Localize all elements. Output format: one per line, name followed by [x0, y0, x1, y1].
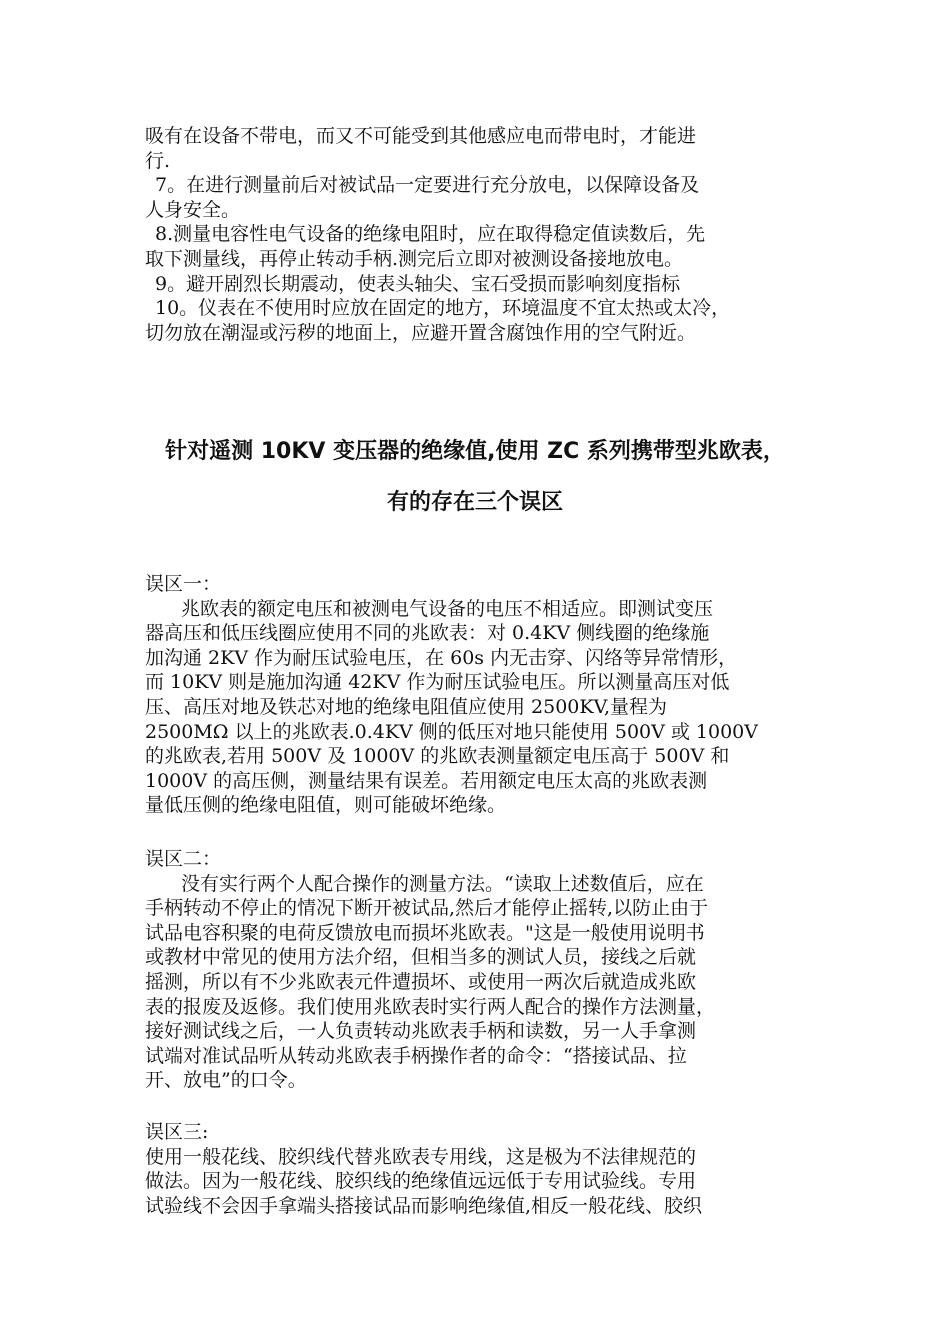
section-2: [145, 847, 815, 1093]
text-line: 行.: [145, 149, 171, 172]
section-3: [145, 1120, 815, 1218]
text-line: 吸有在设备不带电，而又不可能受到其他感应电而带电时，才能进: [145, 125, 697, 147]
text-line: 而 10KV 则是施加沟通 42KV 作为耐压试验电压。所以测量高压对低: [145, 671, 730, 694]
text-line: 9。避开剧烈长期震动，使表头轴尖、宝石受损而影响刻度指标: [155, 272, 681, 295]
section-title: 误区一：: [145, 573, 222, 595]
section-1: [145, 572, 815, 818]
text-line: 开、放电”的口令。: [145, 1069, 307, 1092]
text-line: 兆欧表的额定电压和被测电气设备的电压不相适应。即测试变压: [181, 597, 714, 620]
text-line: 摇测，所以有不少兆欧表元件遭损坏、或使用一两次后就造成兆欧: [145, 970, 697, 993]
text-line: 做法。因为一般花线、胶织线的绝缘值远远低于专用试验线。专用: [145, 1170, 697, 1193]
text-line: 10。仪表在不使用时应放在固定的地方，环境温度不宜太热或太冷，: [155, 297, 731, 320]
text-line: 切勿放在潮湿或污秽的地面上，应避开置含腐蚀作用的空气附近。: [145, 321, 697, 344]
section-title: 误区二：: [145, 848, 222, 870]
text-line: 人身安全。: [145, 198, 241, 221]
text-line: 表的报废及返修。我们使用兆欧表时实行两人配合的操作方法测量，: [145, 995, 716, 1018]
text-line: 1000V 的高压侧，测量结果有误差。若用额定电压太高的兆欧表测: [145, 769, 708, 792]
text-line: 加沟通 2KV 作为耐压试验电压，在 60s 内无击穿、闪络等异常情形，: [145, 646, 738, 669]
text-line: 7。在进行测量前后对被试品一定要进行充分放电，以保障设备及: [155, 174, 700, 197]
text-line: 8.测量电容性电气设备的绝缘电阻时，应在取得稳定值读数后，先: [155, 223, 706, 246]
text-line: 没有实行两个人配合操作的测量方法。“读取上述数值后，应在: [181, 872, 704, 895]
text-line: 接好测试线之后，一人负责转动兆欧表手柄和读数，另一人手拿测: [145, 1020, 697, 1043]
text-line: 量低压侧的绝缘电阻值，则可能破坏绝缘。: [145, 794, 507, 817]
heading-line-2: 有的存在三个误区: [386, 490, 563, 515]
text-line: 试品电容积聚的电荷反馈放电而损坏兆欧表。"这是一般使用说明书: [145, 921, 705, 944]
text-line: 手柄转动不停止的情况下断开被试品,然后才能停止摇转,以防止由于: [145, 897, 709, 920]
text-line: 2500MΩ 以上的兆欧表.0.4KV 侧的低压对地只能使用 500V 或 1000V: [145, 720, 758, 743]
text-line: 试验线不会因手拿端头搭接试品而影响绝缘值,相反一般花线、胶织: [145, 1194, 703, 1217]
text-line: 使用一般花线、胶织线代替兆欧表专用线，这是极为不法律规范的: [145, 1145, 697, 1168]
top-section: [145, 124, 815, 345]
text-line: 或教材中常见的使用方法介绍，但相当多的测试人员，接线之后就: [145, 946, 697, 969]
text-line: 压、高压对地及铁芯对地的绝缘电阻值应使用 2500KV,量程为: [145, 695, 668, 718]
text-line: 取下测量线，再停止转动手柄.测完后立即对被测设备接地放电。: [145, 247, 684, 270]
text-line: 的兆欧表,若用 500V 及 1000V 的兆欧表测量额定电压高于 500V 和: [145, 745, 730, 768]
text-line: 器高压和低压线圈应使用不同的兆欧表：对 0.4KV 侧线圈的绝缘施: [145, 622, 710, 645]
heading-line-1: 针对遥测 10KV 变压器的绝缘值,使用 ZC 系列携带型兆欧表，: [165, 439, 785, 464]
text-line: 试端对准试品听从转动兆欧表手柄操作者的命令：“搭接试品、拉: [145, 1044, 687, 1067]
section-title: 误区三:: [145, 1121, 209, 1143]
